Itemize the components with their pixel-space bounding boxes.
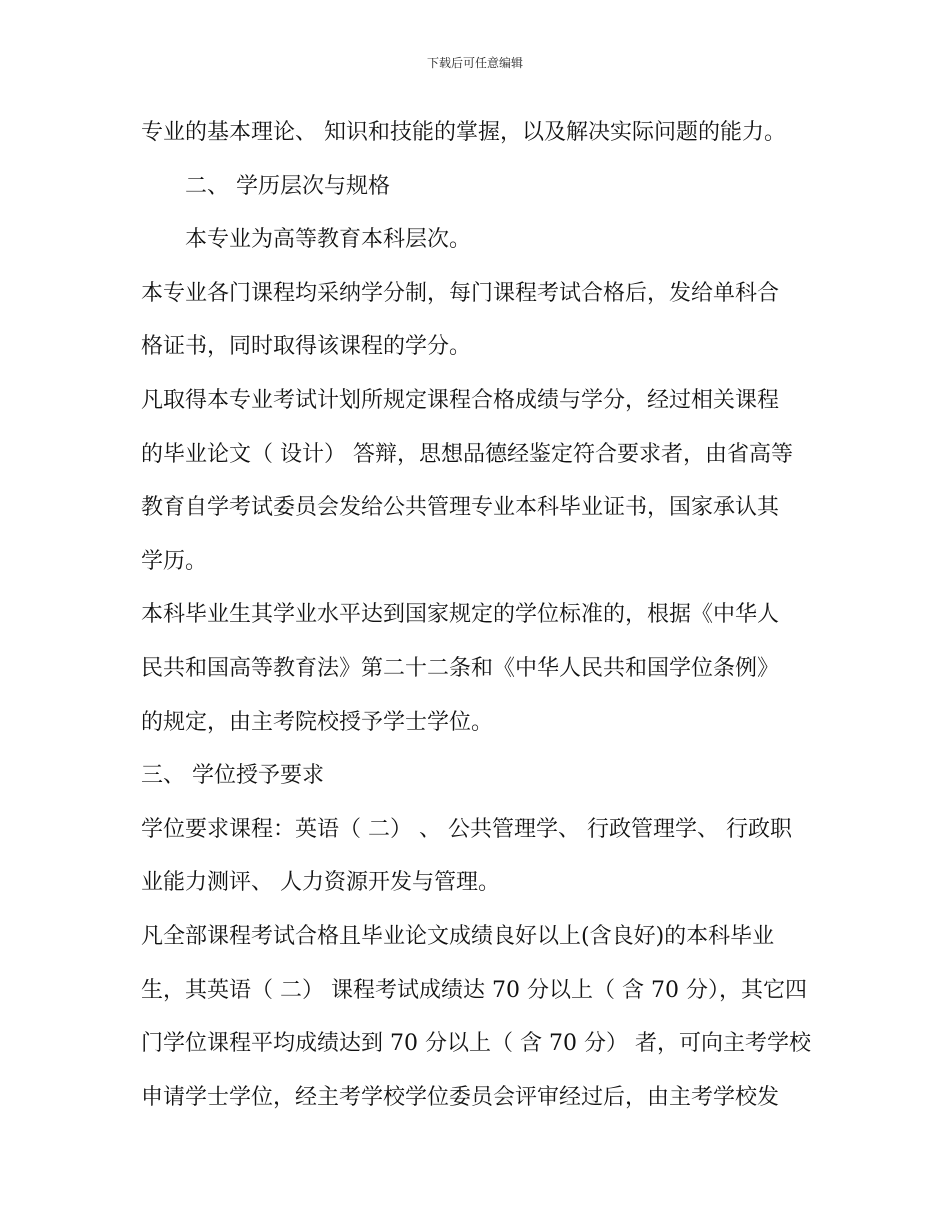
body-line: 学位要求课程：英语（ 二） 、 公共管理学、 行政管理学、 行政职 [141, 816, 792, 842]
section-heading: 二、 学历层次与规格 [185, 173, 390, 199]
page-header: 下载后可任意编辑 [426, 56, 523, 70]
document-body [141, 106, 821, 1124]
section-heading: 三、 学位授予要求 [141, 763, 324, 789]
body-line: 专业的基本理论、 知识和技能的掌握，以及解决实际问题的能力。 [141, 120, 786, 145]
body-line: 格证书，同时取得该课程的学分。 [141, 334, 472, 360]
body-line: 本科毕业生其学业水平达到国家规定的学位标准的，根据《中华人 [141, 602, 780, 628]
body-line: 凡取得本专业考试计划所规定课程合格成绩与学分，经过相关课程 [141, 387, 780, 413]
body-line: 生，其英语（ 二） 课程考试成绩达 70 分以上（ 含 70 分），其它四 [141, 977, 807, 1003]
body-line: 学历。 [141, 548, 208, 574]
body-line: 门学位课程平均成绩达到 70 分以上（ 含 70 分） 者，可向主考学校 [141, 1031, 811, 1057]
body-line: 的规定，由主考院校授予学士学位。 [141, 709, 494, 735]
body-line: 申请学士学位，经主考学校学位委员会评审经过后，由主考学校发 [141, 1084, 780, 1110]
body-line: 民共和国高等教育法》第二十二条和《中华人民共和国学位条例》 [141, 655, 780, 681]
body-line: 的毕业论文（ 设计） 答辩，思想品德经鉴定符合要求者，由省高等 [141, 441, 793, 467]
body-line: 教育自学考试委员会发给公共管理专业本科毕业证书，国家承认其 [141, 495, 780, 521]
body-line: 本专业各门课程均采纳学分制，每门课程考试合格后，发给单科合 [141, 280, 780, 306]
body-line: 业能力测评、 人力资源开发与管理。 [141, 870, 500, 896]
body-line: 本专业为高等教育本科层次。 [185, 227, 472, 253]
body-line: 凡全部课程考试合格且毕业论文成绩良好以上(含良好)的本科毕业 [141, 923, 775, 949]
